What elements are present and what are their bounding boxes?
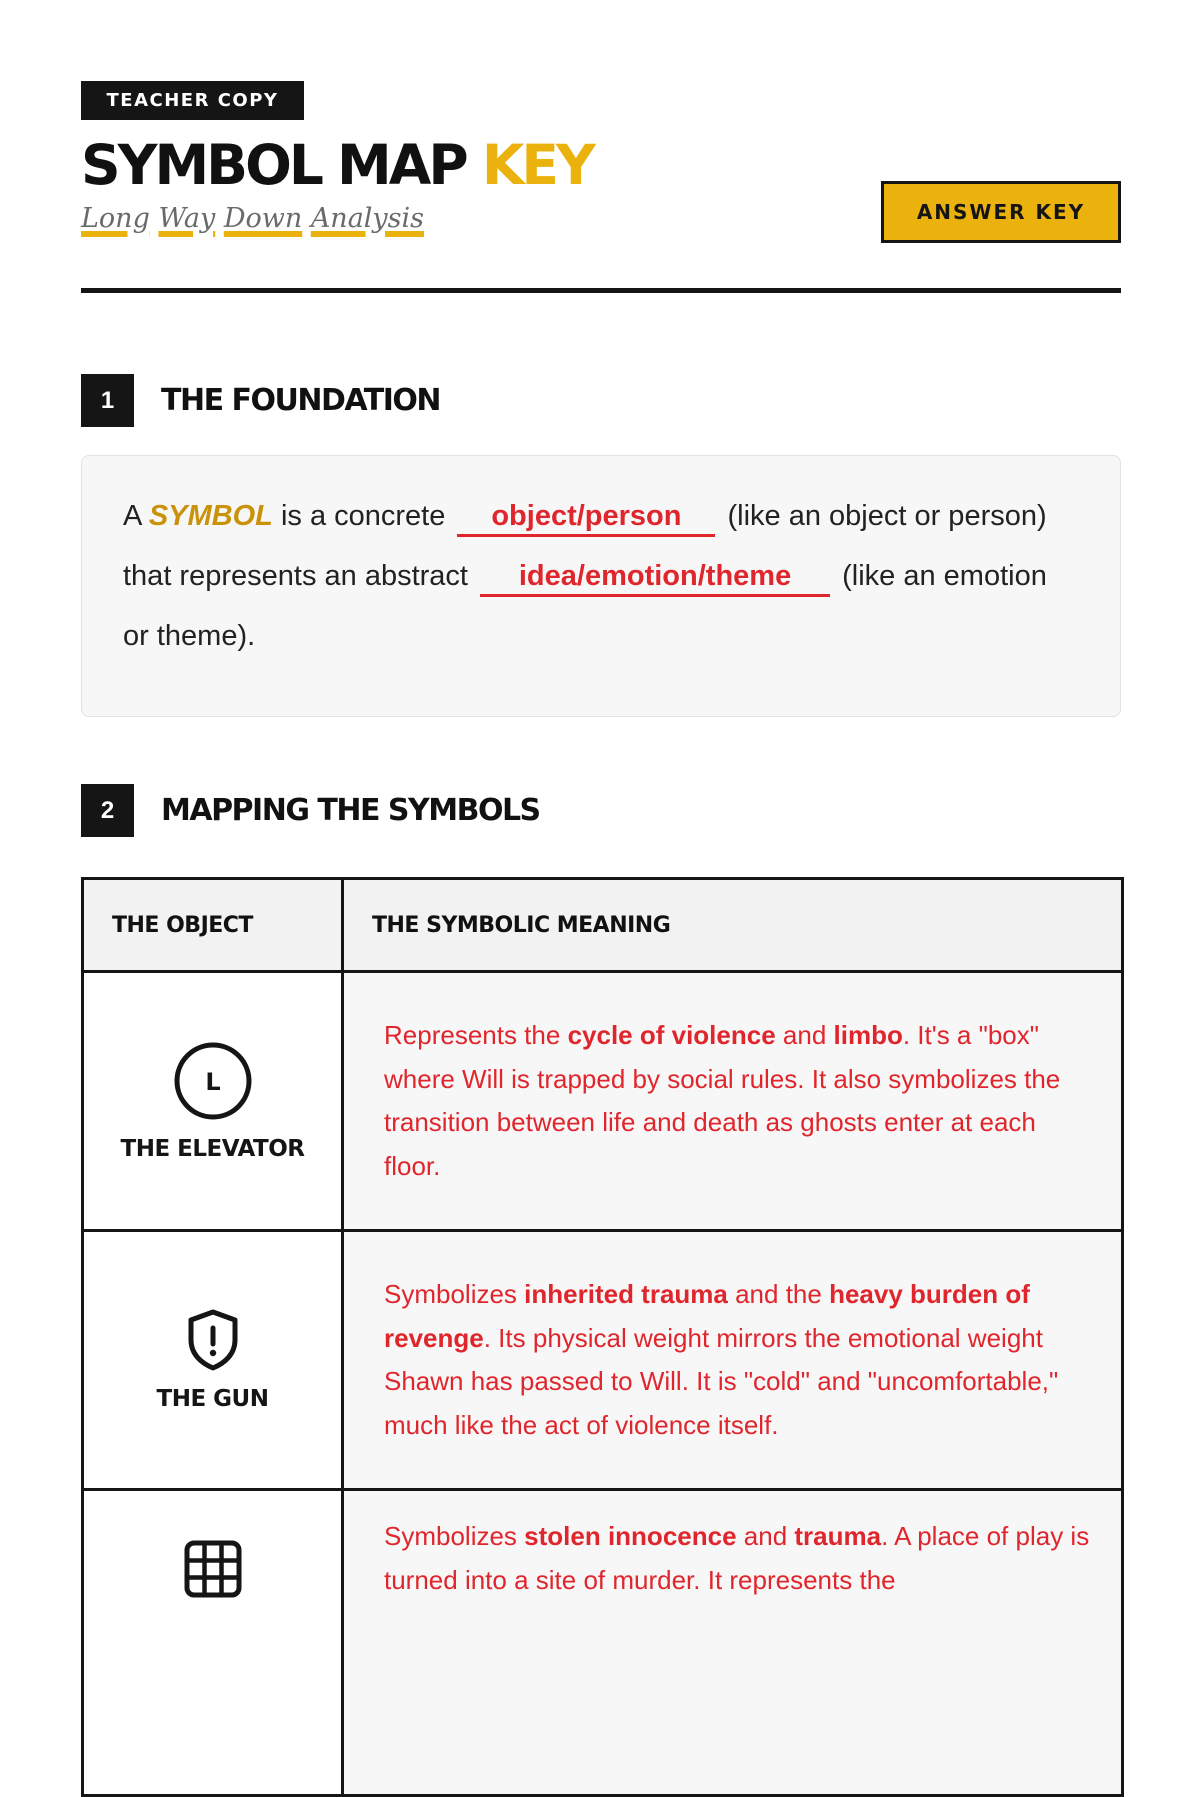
foundation-text-b: is a concrete [280, 500, 446, 532]
answer-key-button[interactable]: ANSWER KEY [881, 181, 1121, 243]
meaning-text: and the [727, 1279, 830, 1309]
meaning-text: and [736, 1521, 795, 1551]
foundation-text-a: A [123, 500, 141, 532]
meaning-text: Represents the [384, 1020, 568, 1050]
teacher-copy-tag: TEACHER COPY [81, 81, 304, 120]
table-row [83, 1490, 1123, 1796]
column-header-object: THE OBJECT [83, 879, 343, 972]
grid-icon [183, 1539, 243, 1599]
subtitle-word: Way [158, 203, 216, 234]
foundation-text-d: (like an emotion or theme). [123, 560, 1047, 652]
column-header-meaning: THE SYMBOLIC MEANING [343, 879, 1123, 972]
title-main: SYMBOL MAP [81, 133, 466, 197]
object-cell [83, 972, 343, 1231]
section-title-mapping: MAPPING THE SYMBOLS [161, 793, 540, 828]
blank-answer-2: idea/emotion/theme [480, 558, 830, 597]
section-number-1: 1 [81, 374, 134, 427]
table-row [83, 972, 1123, 1231]
object-cell [83, 1231, 343, 1490]
meaning-keyword: heavy burden of revenge [384, 1279, 1030, 1353]
elevator-icon [172, 1040, 254, 1122]
header-divider [81, 288, 1121, 293]
subtitle-word: Down [223, 203, 303, 234]
meaning-text: Symbolizes [384, 1521, 525, 1551]
object-name: THE GUN [156, 1386, 269, 1412]
table-header-row [83, 879, 1123, 972]
page-subtitle [81, 203, 424, 234]
page-title [81, 130, 593, 200]
meaning-keyword: cycle of violence [567, 1020, 776, 1050]
foundation-text-c: (like an object or person) that represents an abstract [123, 500, 1047, 592]
subtitle-word: Long [81, 203, 150, 234]
meaning-cell [343, 972, 1123, 1231]
meaning-text: Symbolizes [384, 1279, 525, 1309]
section-title-foundation: THE FOUNDATION [161, 383, 440, 418]
object-cell [83, 1490, 343, 1796]
meaning-text: . It's a "box" where Will is trapped by social rules. It also symbolizes the transition between life and death as ghosts enter at each floor. [384, 1020, 1061, 1181]
blank-answer-1: object/person [457, 498, 715, 537]
object-name: THE ELEVATOR [120, 1136, 305, 1162]
meaning-text: and [775, 1020, 834, 1050]
elevator-letter: L [204, 1068, 221, 1096]
symbol-term: SYMBOL [148, 500, 273, 532]
meaning-text: . A place of play is turned into a site of murder. It represents the [384, 1521, 1090, 1595]
meaning-keyword: limbo [833, 1020, 903, 1050]
meaning-text: . Its physical weight mirrors the emotional weight Shawn has passed to Will. It is "cold" and "uncomfortable," much like the act of violence itself. [384, 1322, 1059, 1440]
title-accent: KEY [481, 133, 593, 197]
shield-alert-icon [185, 1308, 241, 1372]
subtitle-word: Analysis [310, 203, 425, 234]
meaning-keyword: trauma [794, 1521, 882, 1551]
meaning-keyword: inherited trauma [524, 1279, 728, 1309]
symbol-table [81, 877, 1124, 1797]
meaning-keyword: stolen innocence [524, 1521, 737, 1551]
table-row [83, 1231, 1123, 1490]
foundation-box [81, 455, 1121, 717]
meaning-cell [343, 1231, 1123, 1490]
section-number-2: 2 [81, 784, 134, 837]
meaning-cell [343, 1490, 1123, 1796]
